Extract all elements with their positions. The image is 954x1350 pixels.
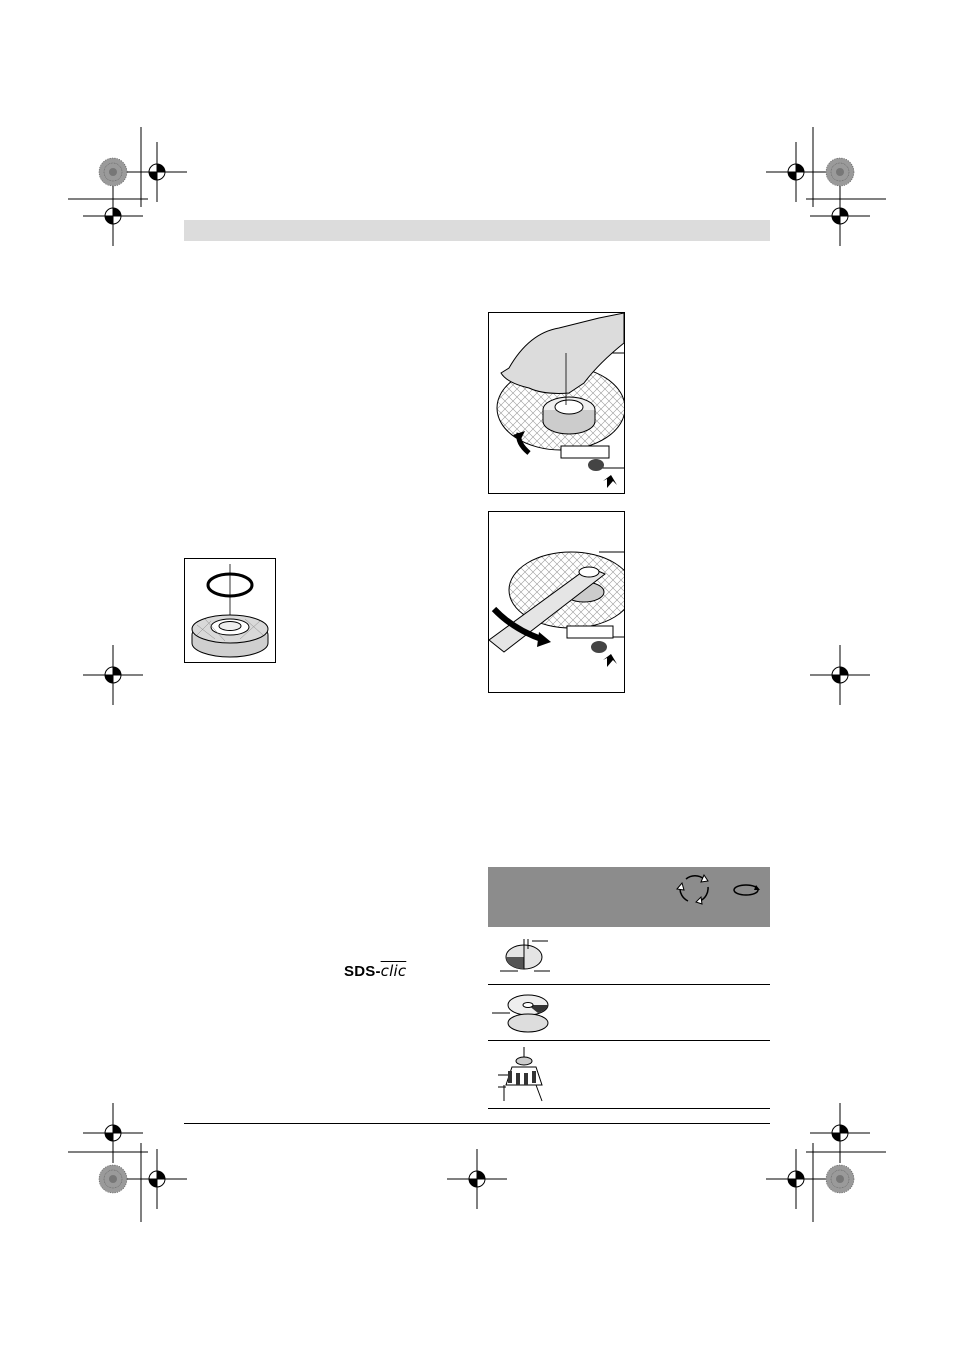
target-rosette-icon	[826, 158, 854, 186]
figure-quick-nut-tighten	[488, 312, 625, 494]
target-rosette-icon	[99, 158, 127, 186]
table-row	[488, 1041, 770, 1109]
crosshair-icon	[810, 186, 870, 246]
grinding-disc-icon	[498, 937, 558, 977]
crosshair-icon	[127, 142, 187, 202]
target-rosette-icon	[826, 1165, 854, 1193]
crosshair-icon	[766, 142, 826, 202]
spanner-loosening-nut-icon	[489, 512, 624, 692]
cup-wire-brush-icon	[494, 1045, 554, 1105]
table-header	[488, 867, 770, 927]
header-bar	[184, 220, 770, 241]
crosshair-icon	[447, 1149, 507, 1209]
crosshair-icon	[83, 186, 143, 246]
figure-spanner-loosen	[488, 511, 625, 693]
accessory-table	[488, 867, 770, 1109]
rotation-ring-icon	[732, 881, 762, 899]
table-row	[488, 985, 770, 1041]
sds-logo-suffix: clic	[380, 962, 407, 980]
hand-tightening-quick-nut-icon	[489, 313, 624, 493]
crosshair-icon	[83, 645, 143, 705]
recycling-arrows-icon	[674, 871, 714, 907]
figure-flange-ring	[184, 558, 276, 663]
sds-clic-logo	[344, 962, 406, 980]
crosshair-icon	[83, 1103, 143, 1163]
flange-with-o-ring-icon	[185, 559, 275, 662]
flap-disc-icon	[492, 989, 554, 1037]
target-rosette-icon	[99, 1165, 127, 1193]
crosshair-icon	[810, 1103, 870, 1163]
crosshair-icon	[127, 1149, 187, 1209]
crosshair-icon	[810, 645, 870, 705]
crosshair-icon	[766, 1149, 826, 1209]
footer-rule	[184, 1123, 770, 1124]
sds-logo-prefix: SDS-	[344, 963, 381, 980]
table-row	[488, 929, 770, 985]
